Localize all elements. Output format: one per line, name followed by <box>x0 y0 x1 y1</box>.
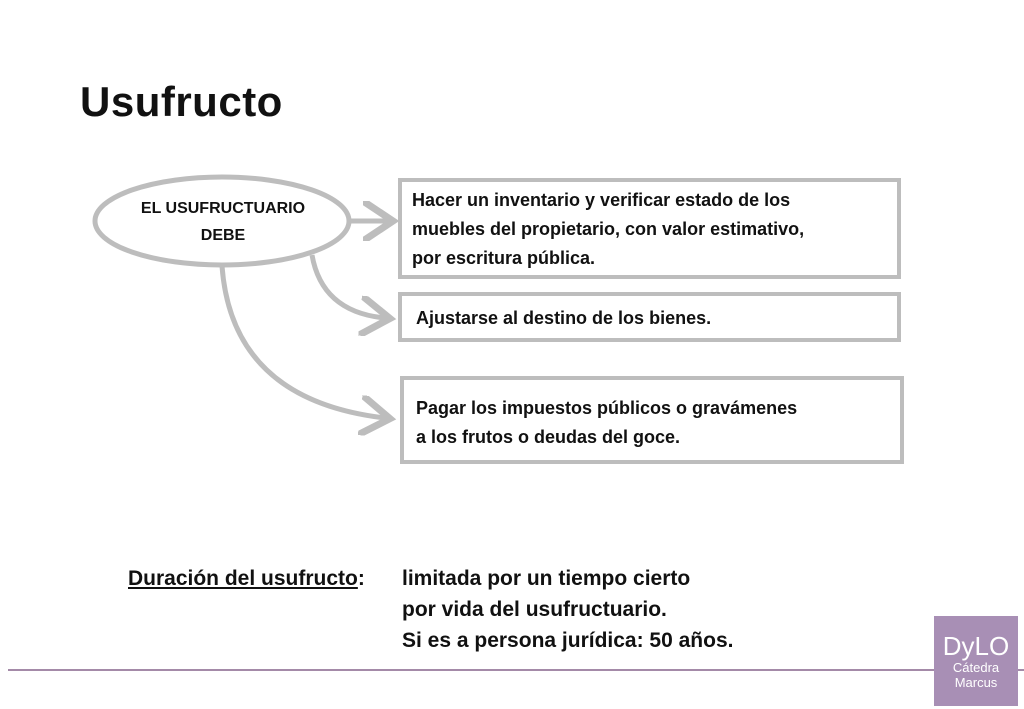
logo-main-text: DyLO <box>942 631 1010 661</box>
obligation-line: Hacer un inventario y verificar estado de los <box>412 190 791 210</box>
arrow-to-impuestos <box>222 266 385 418</box>
obligation-impuestos <box>400 376 904 464</box>
duration-line: limitada por un tiempo cierto <box>402 567 691 590</box>
duration-label: Duración del usufructo <box>128 567 358 590</box>
duration-line: por vida del usufructuario. <box>402 598 667 621</box>
center-node-label <box>100 195 346 249</box>
obligation-line: Pagar los impuestos públicos o gravámenes <box>416 398 798 418</box>
duration-heading <box>128 563 365 594</box>
obligation-inventario <box>398 178 901 279</box>
duration-details <box>402 563 733 656</box>
dylo-logo <box>934 616 1018 706</box>
obligation-destino <box>398 292 901 342</box>
duration-separator: : <box>357 567 365 590</box>
obligation-line: por escritura pública. <box>412 248 596 268</box>
footer-divider <box>8 669 1024 671</box>
duration-line: Si es a persona jurídica: 50 años. <box>402 629 734 652</box>
arrow-to-destino <box>312 255 385 318</box>
obligation-line: a los frutos o deudas del goce. <box>416 427 681 447</box>
obligation-line: Ajustarse al destino de los bienes. <box>416 308 712 328</box>
obligation-line: muebles del propietario, con valor estimativo, <box>412 219 805 239</box>
center-node-line1: EL USUFRUCTUARIO <box>140 200 306 217</box>
page-title: Usufructo <box>80 78 283 125</box>
center-node-line2: DEBE <box>200 227 246 244</box>
logo-line2: Marcus <box>954 675 998 690</box>
logo-line1: Cátedra <box>952 660 1000 675</box>
